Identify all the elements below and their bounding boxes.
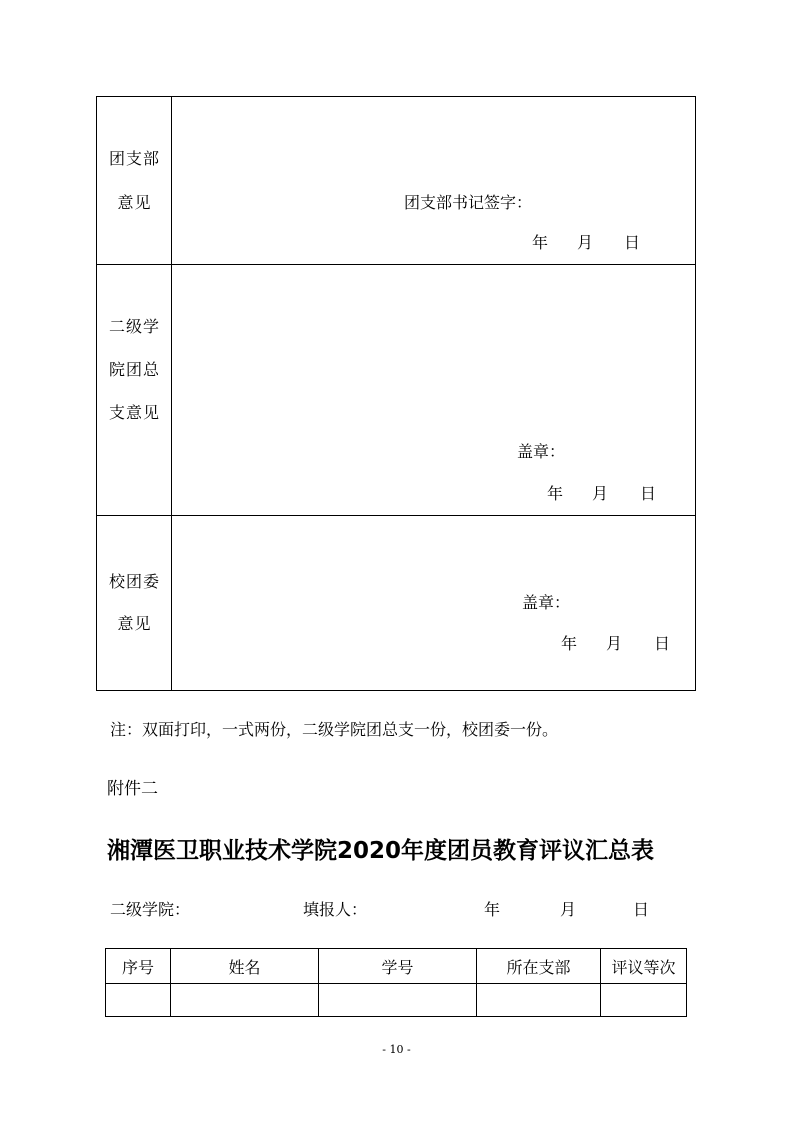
date-year: 年 [547, 484, 564, 503]
label-line: 支意见 [108, 403, 160, 422]
opinion-label-branch [97, 97, 172, 264]
filler-label: 填报人： [303, 900, 368, 919]
cell-name [171, 984, 319, 1017]
label-line: 意见 [117, 193, 152, 212]
cell-grade [601, 984, 687, 1017]
opinion-label-college [97, 265, 172, 515]
date-day: 日 [640, 484, 657, 503]
label-line: 团支部 [108, 149, 160, 168]
label-line: 院团总 [108, 360, 160, 379]
header-day: 日 [633, 900, 650, 919]
header-index: 序号 [106, 949, 171, 984]
header-student-id: 学号 [319, 949, 477, 984]
label-line: 意见 [117, 614, 152, 633]
page-title: 湘潭医卫职业技术学院2020年度团员教育评议汇总表 [107, 838, 655, 864]
opinion-body-college [172, 265, 695, 515]
summary-header-row [106, 949, 687, 984]
college-label: 二级学院： [110, 900, 191, 919]
header-name: 姓名 [171, 949, 319, 984]
date-month: 月 [592, 484, 609, 503]
opinion-row-branch [97, 97, 695, 265]
cell-student-id [319, 984, 477, 1017]
opinion-label-school [97, 516, 172, 690]
header-year: 年 [484, 900, 501, 919]
date-month: 月 [606, 634, 623, 653]
page-number: - 10 - [382, 1043, 411, 1056]
header-grade: 评议等次 [601, 949, 687, 984]
cell-branch [477, 984, 601, 1017]
opinion-row-school [97, 516, 695, 690]
cell-index [106, 984, 171, 1017]
date-month: 月 [577, 233, 594, 252]
summary-table [105, 948, 687, 1017]
opinion-body-branch [172, 97, 695, 264]
date-day: 日 [624, 233, 641, 252]
print-note: 注：双面打印，一式两份，二级学院团总支一份，校团委一份。 [110, 720, 559, 739]
seal-label: 盖章： [522, 593, 571, 612]
date-year: 年 [561, 634, 578, 653]
secretary-signature-label: 团支部书记签字： [404, 193, 533, 212]
opinion-row-college [97, 265, 695, 516]
opinion-body-school [172, 516, 695, 690]
header-branch: 所在支部 [477, 949, 601, 984]
label-line: 校团委 [108, 572, 160, 591]
header-month: 月 [560, 900, 577, 919]
date-day: 日 [654, 634, 671, 653]
date-year: 年 [532, 233, 549, 252]
attachment-label: 附件二 [107, 779, 158, 799]
table-row [106, 984, 687, 1017]
seal-label: 盖章： [517, 442, 566, 461]
opinion-table [96, 96, 696, 691]
label-line: 二级学 [108, 317, 160, 336]
